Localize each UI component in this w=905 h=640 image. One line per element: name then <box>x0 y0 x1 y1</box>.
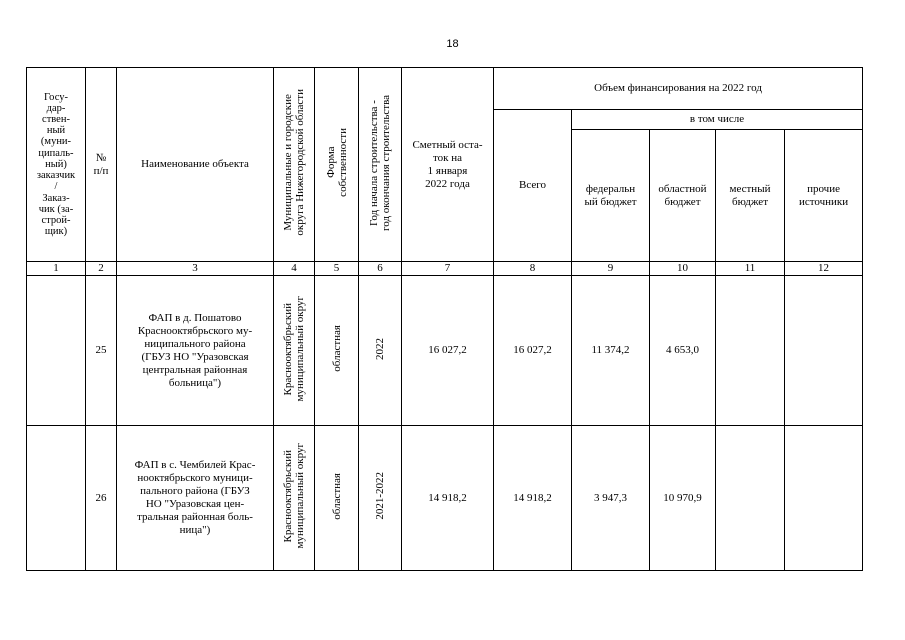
column-number: 5 <box>315 262 359 276</box>
table-row <box>27 426 863 571</box>
row-ownership-text: областная <box>330 325 343 372</box>
header-financing: Объем финансирования на 2022 год <box>494 68 863 110</box>
row-years <box>359 276 402 426</box>
header-including: в том числе <box>572 110 863 130</box>
row-federal: 11 374,2 <box>572 276 650 426</box>
header-regional: областной бюджет <box>650 130 716 262</box>
header-estimate: Сметный оста- ток на 1 января 2022 года <box>402 68 494 262</box>
header-customer: Госу- дар- ствен- ный (муни- ципаль- ный) заказчик / Заказ- чик (за- строй- щик) <box>27 68 86 262</box>
column-number: 9 <box>572 262 650 276</box>
row-municipal <box>274 426 315 571</box>
table-row <box>27 276 863 426</box>
column-numbers-row <box>27 262 863 276</box>
row-local <box>716 276 785 426</box>
row-regional: 10 970,9 <box>650 426 716 571</box>
row-years <box>359 426 402 571</box>
row-estimate: 16 027,2 <box>402 276 494 426</box>
column-number: 2 <box>86 262 117 276</box>
row-customer <box>27 276 86 426</box>
header-total: Всего <box>494 110 572 262</box>
column-number: 12 <box>785 262 863 276</box>
header-name: Наименование объекта <box>117 68 274 262</box>
column-number: 4 <box>274 262 315 276</box>
header-local: местный бюджет <box>716 130 785 262</box>
column-number: 3 <box>117 262 274 276</box>
row-num: 25 <box>86 276 117 426</box>
header-ownership <box>315 68 359 262</box>
header-federal: федеральн ый бюджет <box>572 130 650 262</box>
header-years-text: Год начала строительства - год окончания строительства <box>368 94 392 231</box>
row-local <box>716 426 785 571</box>
row-estimate: 14 918,2 <box>402 426 494 571</box>
row-municipal-text: Краснооктябрьский муниципальный округ <box>282 443 306 549</box>
header-num: № п/п <box>86 68 117 262</box>
column-number: 10 <box>650 262 716 276</box>
row-other <box>785 426 863 571</box>
header-other: прочие источники <box>785 130 863 262</box>
row-regional: 4 653,0 <box>650 276 716 426</box>
row-years-text: 2021-2022 <box>374 472 386 520</box>
page-number: 18 <box>446 38 459 50</box>
header-ownership-text: Форма собственности <box>324 128 349 197</box>
header-years <box>359 68 402 262</box>
row-ownership-text: областная <box>330 472 343 520</box>
row-federal: 3 947,3 <box>572 426 650 571</box>
row-ownership <box>315 426 359 571</box>
header-municipal <box>274 68 315 262</box>
row-total: 16 027,2 <box>494 276 572 426</box>
column-number: 7 <box>402 262 494 276</box>
column-number: 6 <box>359 262 402 276</box>
row-municipal-text: Краснооктябрьский муниципальный округ <box>282 295 306 402</box>
row-name: ФАП в д. Пошатово Краснооктябрьского му- ниципального района (ГБУЗ НО "Уразовская центральная районная больница") <box>117 276 274 426</box>
row-name: ФАП в с. Чембилей Крас- нооктябрьского муници- пального района (ГБУЗ НО "Уразовская цен- тральная районная боль- ница") <box>117 426 274 571</box>
header-municipal-text: Муниципальные и городские округа Нижегородской области <box>282 89 306 236</box>
row-ownership <box>315 276 359 426</box>
column-number: 1 <box>27 262 86 276</box>
row-num: 26 <box>86 426 117 571</box>
row-other <box>785 276 863 426</box>
column-number: 11 <box>716 262 785 276</box>
financing-table <box>26 67 863 571</box>
row-total: 14 918,2 <box>494 426 572 571</box>
row-customer <box>27 426 86 571</box>
column-number: 8 <box>494 262 572 276</box>
row-years-text: 2022 <box>374 337 386 360</box>
row-municipal <box>274 276 315 426</box>
